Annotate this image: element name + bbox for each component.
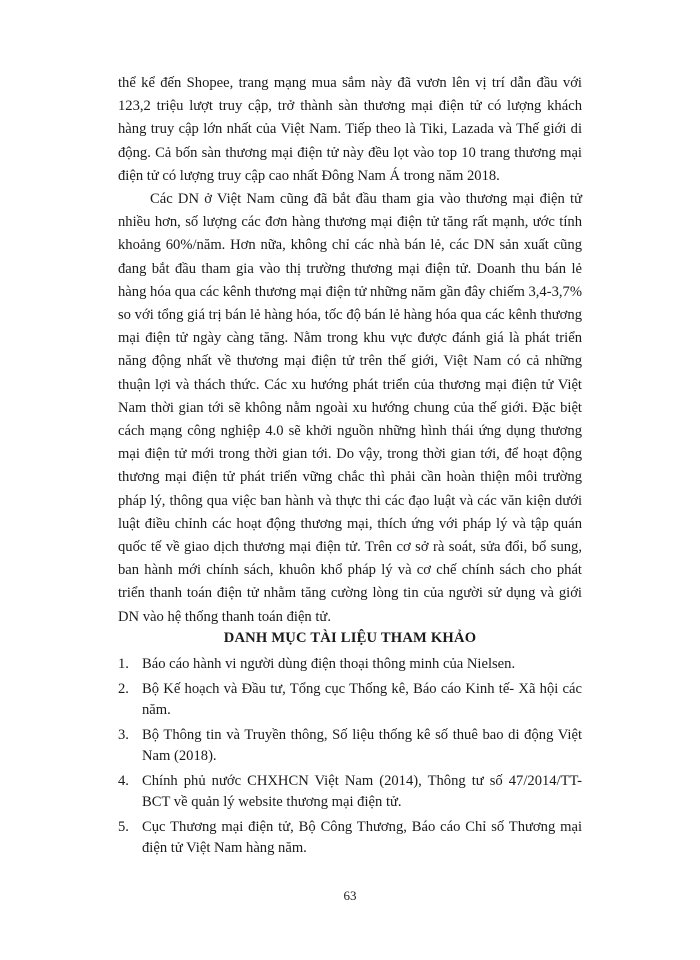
reference-text: Bộ Thông tin và Truyền thông, Số liệu thống kê số thuê bao di động Việt Nam (2018). (142, 727, 582, 764)
reference-item (118, 817, 582, 859)
reference-number: 5. (118, 819, 129, 835)
reference-text: Bộ Kế hoạch và Đầu tư, Tổng cục Thống kê, Báo cáo Kinh tế- Xã hội các năm. (142, 681, 582, 718)
reference-text: Báo cáo hành vi người dùng điện thoại thông minh của Nielsen. (142, 656, 516, 672)
body-text (118, 72, 582, 629)
reference-number: 1. (118, 656, 129, 672)
reference-item (118, 654, 582, 675)
reference-number: 3. (118, 727, 129, 743)
references-list (118, 654, 582, 863)
paragraph-continued: thể kể đến Shopee, trang mạng mua sắm này đã vươn lên vị trí dẫn đầu với 123,2 triệu lượt truy cập, trở thành sàn thương mại điện tử có lượng khách hàng truy cập lớn nhất của Việt Nam. Tiếp theo là Tiki, Lazada và Thế giới di động. Cả bốn sàn thương mại điện tử này đều lọt vào top 10 trang thương mại điện tử có lượng truy cập cao nhất Đông Nam Á trong năm 2018. (118, 75, 582, 184)
reference-number: 4. (118, 773, 129, 789)
reference-item (118, 725, 582, 767)
reference-text: Cục Thương mại điện tử, Bộ Công Thương, Báo cáo Chỉ số Thương mại điện tử Việt Nam hàng năm. (142, 819, 582, 856)
paragraph: Các DN ở Việt Nam cũng đã bắt đầu tham gia vào thương mại điện tử nhiều hơn, số lượng các đơn hàng thương mại điện tử tăng rất mạnh, ước tính khoảng 60%/năm. Hơn nữa, không chỉ các nhà bán lẻ, các DN sản xuất cũng đang bắt đầu tham gia vào thị trường thương mại điện tử. Doanh thu bán lẻ hàng hóa qua các kênh thương mại điện tử những năm gần đây chiếm 3,4-3,7% so với tổng giá trị bán lẻ hàng hóa, tốc độ bán lẻ hàng hóa qua các kênh thương mại điện tử ngày càng tăng. Nằm trong khu vực được đánh giá là phát triển năng động nhất về thương mại điện tử trên thế giới, Việt Nam có cả những thuận lợi và thách thức. Các xu hướng phát triển của thương mại điện tử Việt Nam thời gian tới sẽ không nằm ngoài xu hướng chung của thế giới. Đặc biệt cách mạng công nghiệp 4.0 sẽ khởi nguồn những hình thái ứng dụng thương mại điện tử mới trong thời gian tới. Do vậy, trong thời gian tới, để hoạt động thương mại điện tử phát triển vững chắc thì phải cần hoàn thiện môi trường pháp lý, thông qua việc ban hành và thực thi các đạo luật và các văn kiện dưới luật điều chỉnh các hoạt động thương mại, thích ứng với pháp lý và tập quán quốc tế về giao dịch thương mại điện tử. Trên cơ sở rà soát, sửa đổi, bổ sung, ban hành mới chính sách, khuôn khổ pháp lý và cơ chế chính sách cho phát triển thanh toán điện tử nhằm tăng cường lòng tin của người sử dụng và giới DN vào hệ thống thanh toán điện tử. (118, 191, 582, 625)
page-number: 63 (343, 888, 357, 903)
reference-item (118, 771, 582, 813)
reference-number: 2. (118, 681, 129, 697)
references-heading: DANH MỤC TÀI LIỆU THAM KHẢO (223, 630, 477, 646)
reference-item (118, 679, 582, 721)
reference-text: Chính phủ nước CHXHCN Việt Nam (2014), Thông tư số 47/2014/TT-BCT về quản lý website thương mại điện tử. (142, 773, 582, 810)
